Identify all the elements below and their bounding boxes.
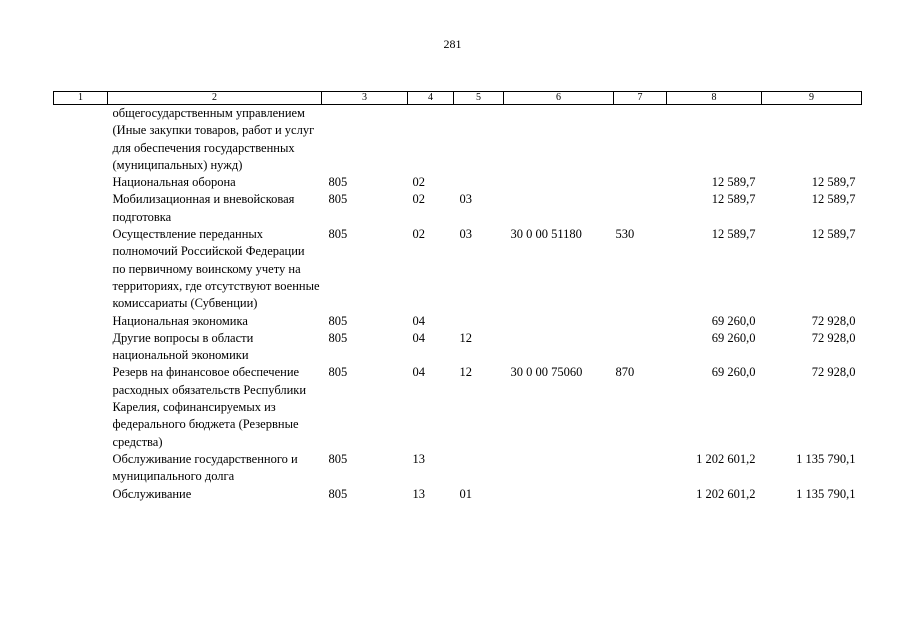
col-1-cell	[54, 486, 108, 503]
col-1-cell	[54, 174, 108, 191]
header-cell: 1	[54, 92, 108, 105]
col-9-cell: 12 589,7	[811, 175, 856, 190]
item-name-cell: Обслуживание государственного и муниципального долга	[112, 451, 298, 484]
header-row	[54, 92, 862, 105]
table-row	[54, 451, 862, 486]
table-row	[54, 313, 862, 330]
col-6-cell	[504, 486, 614, 503]
item-name-cell: Обслуживание	[112, 486, 192, 501]
col-5-cell	[454, 105, 504, 175]
header-cell: 9	[762, 92, 862, 105]
header-cell: 4	[408, 92, 454, 105]
item-name-cell: Национальная экономика	[112, 313, 248, 328]
table-row	[54, 191, 862, 226]
header-cell: 7	[614, 92, 667, 105]
table-header	[54, 92, 862, 105]
col-5-cell	[454, 313, 504, 330]
header-cell: 8	[667, 92, 762, 105]
col-4-cell: 04	[412, 313, 425, 328]
col-6-cell: 30 0 00 51180	[510, 227, 582, 242]
item-name-cell: Другие вопросы в области национальной экономики	[112, 330, 254, 363]
col-3-cell: 805	[328, 192, 348, 207]
col-6-cell	[504, 174, 614, 191]
item-name-cell: Осуществление переданных полномочий Российской Федерации по первичному воинскому учету на территориях, где отсутствуют военные комиссариаты (Субвенции)	[112, 227, 320, 311]
col-3-cell	[322, 105, 408, 175]
col-1-cell	[54, 191, 108, 226]
col-4-cell: 04	[412, 365, 425, 380]
header-cell: 3	[322, 92, 408, 105]
col-8-cell: 1 202 601,2	[696, 486, 756, 501]
col-6-cell	[504, 313, 614, 330]
header-cell: 6	[504, 92, 614, 105]
table-row	[54, 486, 862, 503]
col-1-cell	[54, 451, 108, 486]
col-1-cell	[54, 364, 108, 450]
item-name-cell: Национальная оборона	[112, 175, 236, 190]
col-8-cell: 12 589,7	[711, 192, 756, 207]
table-row	[54, 364, 862, 450]
col-7-cell	[614, 174, 667, 191]
col-7-cell: 530	[615, 227, 635, 242]
col-7-cell: 870	[615, 365, 635, 380]
col-3-cell: 805	[328, 330, 348, 345]
col-4-cell	[408, 105, 454, 175]
col-9-cell: 12 589,7	[811, 227, 856, 242]
table-row	[54, 330, 862, 365]
header-cell: 2	[108, 92, 322, 105]
item-name-cell: Резерв на финансовое обеспечение расходных обязательств Республики Карелия, софинансируемых из федерального бюджета (Резервные средства)	[112, 365, 307, 449]
col-4-cell: 13	[412, 451, 425, 466]
col-5-cell: 01	[459, 486, 472, 501]
col-6-cell	[504, 330, 614, 365]
col-4-cell: 13	[412, 486, 425, 501]
col-6-cell: 30 0 00 75060	[510, 365, 583, 380]
table-row	[54, 226, 862, 312]
col-1-cell	[54, 226, 108, 312]
col-9-cell	[762, 105, 862, 175]
col-5-cell: 12	[459, 365, 472, 380]
col-5-cell	[454, 174, 504, 191]
col-8-cell: 12 589,7	[711, 175, 756, 190]
col-8-cell: 69 260,0	[711, 365, 756, 380]
col-6-cell	[504, 451, 614, 486]
col-9-cell: 72 928,0	[811, 313, 856, 328]
col-5-cell	[454, 451, 504, 486]
col-9-cell: 72 928,0	[811, 330, 856, 345]
col-6-cell	[504, 191, 614, 226]
item-name-cell: общегосударственным управлением (Иные закупки товаров, работ и услуг для обеспечения государственных (муниципальных) нужд)	[112, 106, 315, 172]
budget-table	[53, 91, 862, 503]
col-7-cell	[614, 330, 667, 365]
col-3-cell: 805	[328, 175, 348, 190]
header-cell: 5	[454, 92, 504, 105]
col-8-cell: 1 202 601,2	[696, 451, 756, 466]
col-9-cell: 72 928,0	[811, 365, 856, 380]
col-4-cell: 02	[412, 227, 425, 242]
table-row	[54, 105, 862, 175]
col-9-cell: 1 135 790,1	[796, 451, 856, 466]
col-3-cell: 805	[328, 365, 348, 380]
col-8-cell: 69 260,0	[711, 313, 756, 328]
col-3-cell: 805	[328, 451, 348, 466]
col-1-cell	[54, 330, 108, 365]
col-7-cell	[614, 486, 667, 503]
col-5-cell: 03	[459, 227, 472, 242]
col-4-cell: 02	[412, 192, 425, 207]
col-7-cell	[614, 105, 667, 175]
col-4-cell: 02	[412, 175, 425, 190]
item-name-cell: Мобилизационная и вневойсковая подготовка	[112, 192, 295, 224]
col-1-cell	[54, 313, 108, 330]
col-8-cell	[667, 105, 762, 175]
col-8-cell: 69 260,0	[711, 330, 756, 345]
col-5-cell: 12	[459, 330, 472, 345]
col-4-cell: 04	[412, 330, 425, 345]
col-3-cell: 805	[328, 313, 348, 328]
page-number: 281	[443, 37, 462, 51]
col-9-cell: 1 135 790,1	[796, 486, 856, 501]
table-body	[54, 105, 862, 503]
col-3-cell: 805	[328, 227, 348, 242]
col-3-cell: 805	[328, 486, 348, 501]
col-9-cell: 12 589,7	[811, 192, 856, 207]
col-1-cell	[54, 105, 108, 175]
col-8-cell: 12 589,7	[711, 227, 756, 242]
col-5-cell: 03	[459, 192, 472, 207]
col-7-cell	[614, 313, 667, 330]
col-6-cell	[504, 105, 614, 175]
col-7-cell	[614, 191, 667, 226]
table-row	[54, 174, 862, 191]
col-7-cell	[614, 451, 667, 486]
